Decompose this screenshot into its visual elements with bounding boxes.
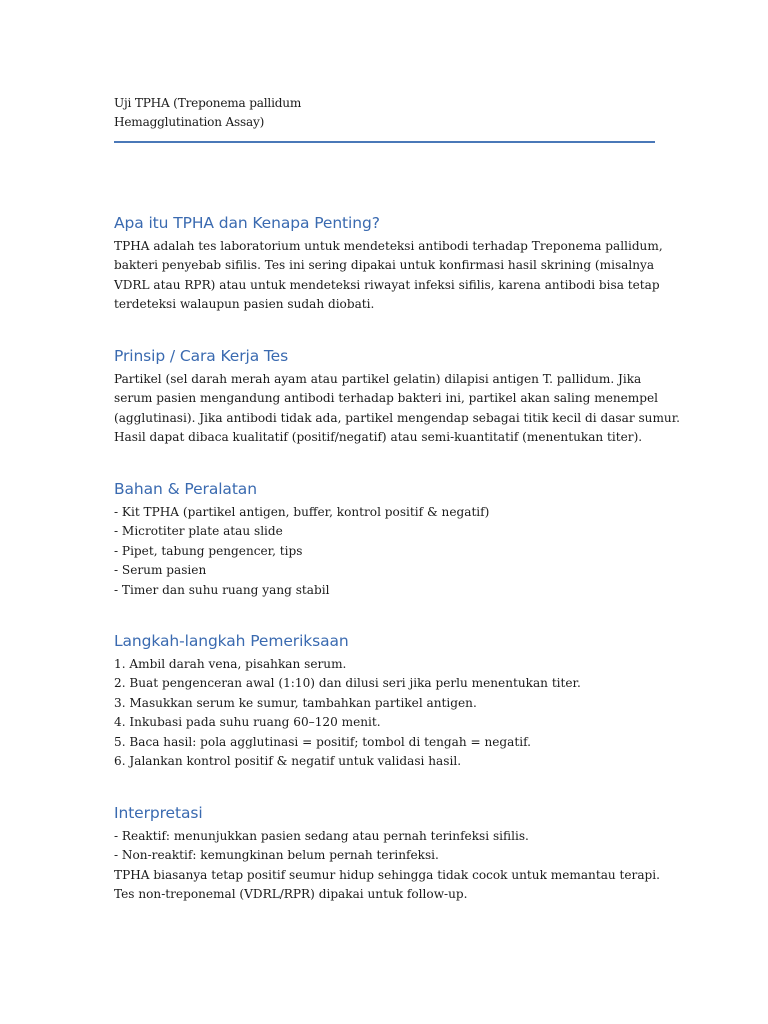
paragraph-line: terdeteksi walaupun pasien sudah diobati. xyxy=(114,297,375,312)
list-item: 4. Inkubasi pada suhu ruang 60–120 menit. xyxy=(114,715,381,730)
section-body xyxy=(114,237,663,315)
section-heading: Apa itu TPHA dan Kenapa Penting? xyxy=(114,214,380,232)
section-body xyxy=(114,503,654,600)
section-body xyxy=(114,655,654,771)
list-item: - Microtiter plate atau slide xyxy=(114,524,283,539)
title-line: Uji TPHA (Treponema pallidum xyxy=(114,96,302,110)
list-item: - Timer dan suhu ruang yang stabil xyxy=(114,582,330,597)
list-item: - Serum pasien xyxy=(114,563,207,578)
section-bahan-peralatan xyxy=(114,479,654,600)
title-line: Hemagglutination Assay) xyxy=(114,115,265,130)
list-item: 1. Ambil darah vena, pisahkan serum. xyxy=(114,657,347,671)
section-apa-itu-tpha xyxy=(114,213,663,315)
section-interpretasi xyxy=(114,803,661,905)
section-prinsip xyxy=(114,346,681,448)
section-heading: Interpretasi xyxy=(114,804,203,822)
paragraph-line: VDRL atau RPR) atau untuk mendeteksi riwayat infeksi sifilis, karena antibodi bisa tetap xyxy=(114,277,660,292)
section-heading: Prinsip / Cara Kerja Tes xyxy=(114,347,289,365)
title-divider xyxy=(114,141,655,143)
list-item: - Pipet, tabung pengencer, tips xyxy=(114,543,303,558)
paragraph-line: Hasil dapat dibaca kualitatif (positif/negatif) atau semi-kuantitatif (menentukan titer). xyxy=(114,430,643,445)
document-page xyxy=(114,94,681,902)
section-heading: Bahan & Peralatan xyxy=(114,480,257,498)
list-item: - Kit TPHA (partikel antigen, buffer, kontrol positif & negatif) xyxy=(114,505,490,519)
list-item: 6. Jalankan kontrol positif & negatif untuk validasi hasil. xyxy=(114,754,462,769)
section-heading: Langkah-langkah Pemeriksaan xyxy=(114,632,349,650)
list-item: - Non-reaktif: kemungkinan belum pernah terinfeksi. xyxy=(114,848,439,863)
document-title xyxy=(114,94,654,133)
paragraph-line: bakteri penyebab sifilis. Tes ini sering dipakai untuk konfirmasi hasil skrining (misalnya xyxy=(114,258,655,273)
list-item: 5. Baca hasil: pola agglutinasi = positif; tombol di tengah = negatif. xyxy=(114,734,531,749)
list-item: 3. Masukkan serum ke sumur, tambahkan partikel antigen. xyxy=(114,695,477,710)
paragraph-line: (agglutinasi). Jika antibodi tidak ada, partikel mengendap sebagai titik kecil di dasar sumur. xyxy=(114,410,681,425)
section-langkah xyxy=(114,631,654,771)
section-body xyxy=(114,370,681,448)
section-body xyxy=(114,827,661,905)
paragraph-line: TPHA adalah tes laboratorium untuk mendeteksi antibodi terhadap Treponema pallidum, xyxy=(114,239,663,253)
paragraph-line: Tes non-treponemal (VDRL/RPR) dipakai untuk follow-up. xyxy=(114,887,468,902)
list-item: - Reaktif: menunjukkan pasien sedang atau pernah terinfeksi sifilis. xyxy=(114,829,529,843)
list-item: 2. Buat pengenceran awal (1:10) dan dilusi seri jika perlu menentukan titer. xyxy=(114,676,581,691)
paragraph-line: serum pasien mengandung antibodi terhadap bakteri ini, partikel akan saling menempel xyxy=(114,391,659,406)
paragraph-line: TPHA biasanya tetap positif seumur hidup sehingga tidak cocok untuk memantau terapi. xyxy=(114,867,661,882)
paragraph-line: Partikel (sel darah merah ayam atau partikel gelatin) dilapisi antigen T. pallidum. Jika xyxy=(114,372,642,386)
